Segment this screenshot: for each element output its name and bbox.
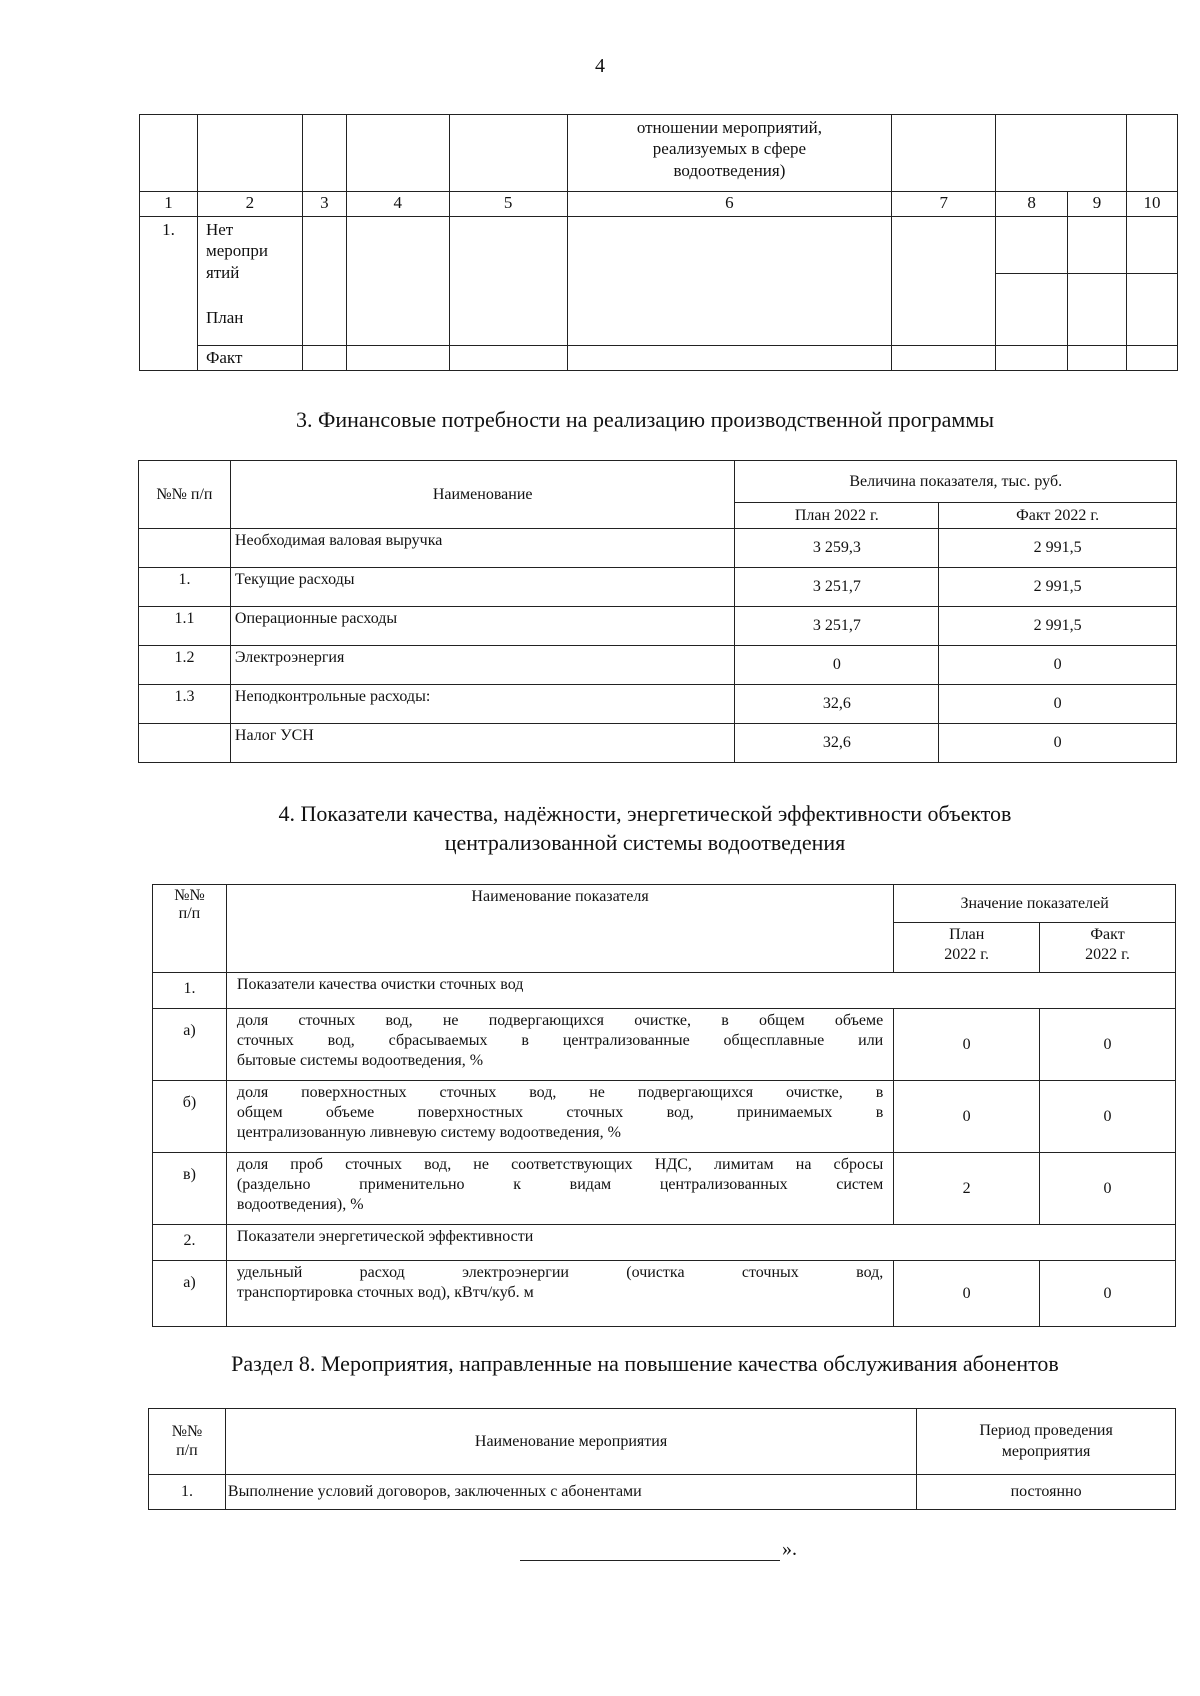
column-number: 5	[449, 192, 567, 217]
header-fact-line: Факт	[1090, 926, 1125, 943]
row-name: Выполнение условий договоров, заключенных с абонентами	[225, 1475, 916, 1510]
cell	[1068, 217, 1127, 274]
row-name	[197, 217, 302, 346]
header-num-line: №№	[171, 1423, 203, 1441]
cell	[302, 346, 346, 371]
col-header-plan	[894, 923, 1040, 973]
table-row	[153, 1009, 1176, 1081]
header-continuation	[567, 115, 892, 192]
row-name	[226, 1009, 893, 1081]
row-name: Операционные расходы	[230, 607, 735, 646]
cell	[302, 217, 346, 346]
cell	[892, 346, 996, 371]
row-fact: 0	[1040, 1261, 1176, 1327]
col-header-plan: План 2022 г.	[735, 503, 939, 529]
row-line: доля сточных вод, не подвергающихся очистке, в общем объеме	[236, 1012, 884, 1029]
row-num	[139, 724, 231, 763]
header-period-line: Период проведения	[979, 1421, 1113, 1439]
cell	[346, 217, 449, 346]
column-number: 10	[1126, 192, 1177, 217]
section8-title: Раздел 8. Мероприятия, направленные на повышение качества обслуживания абонентов	[231, 1351, 1059, 1376]
row-name: Налог УСН	[230, 724, 735, 763]
table-row	[153, 1081, 1176, 1153]
table-row	[139, 724, 1177, 763]
row-name: Текущие расходы	[230, 568, 735, 607]
col-header-name: Наименование показателя	[226, 885, 893, 973]
cont-cell	[346, 115, 449, 192]
cell	[1126, 217, 1177, 274]
cont-cell	[449, 115, 567, 192]
col-header-name: Наименование мероприятия	[225, 1409, 916, 1475]
row-fact: 0	[939, 724, 1177, 763]
cont-cell	[892, 115, 996, 192]
cell	[1126, 274, 1177, 346]
header-fact-line: 2022 г.	[1085, 946, 1130, 963]
cell	[449, 346, 567, 371]
row-line: удельный расход электроэнергии (очистка сточных вод,	[236, 1264, 884, 1281]
column-number: 9	[1068, 192, 1127, 217]
cont-cell	[996, 115, 1127, 192]
section4-title-line1: 4. Показатели качества, надёжности, энергетической эффективности объектов	[278, 801, 1012, 826]
cont-cell	[140, 115, 198, 192]
row-line: бытовые системы водоотведения, %	[236, 1052, 484, 1069]
row-name-line: ятий	[205, 262, 240, 282]
row-line: (раздельно применительно к видам централизованных систем	[236, 1176, 884, 1193]
header-num-line: п/п	[178, 904, 201, 922]
row-fact: 0	[939, 685, 1177, 724]
row-plan: 3 251,7	[735, 568, 939, 607]
row-plan: 32,6	[735, 724, 939, 763]
header-line: реализуемых в сфере	[652, 139, 807, 159]
row-fact: 0	[1040, 1081, 1176, 1153]
column-number: 4	[346, 192, 449, 217]
group-name: Показатели энергетической эффективности	[226, 1225, 1175, 1261]
row-num: а)	[153, 1009, 227, 1081]
group-row	[153, 1225, 1176, 1261]
row-plan: 32,6	[735, 685, 939, 724]
row-name	[226, 1153, 893, 1225]
header-num-line: №№	[174, 887, 205, 904]
table-row	[139, 607, 1177, 646]
row-fact: 0	[1040, 1153, 1176, 1225]
section3-title: 3. Финансовые потребности на реализацию производственной программы	[295, 407, 995, 432]
col-header-num	[153, 885, 227, 973]
table-row	[149, 1475, 1176, 1510]
cont-cell	[302, 115, 346, 192]
column-number: 6	[567, 192, 892, 217]
col-header-name: Наименование	[230, 461, 735, 529]
group-name: Показатели качества очистки сточных вод	[226, 973, 1175, 1009]
measures-table	[139, 114, 1178, 371]
row-fact: 2 991,5	[939, 607, 1177, 646]
cell	[346, 346, 449, 371]
row-plan: 0	[894, 1009, 1040, 1081]
col-header-num	[149, 1409, 226, 1475]
row-num: 1.1	[139, 607, 231, 646]
row-num: 1.	[139, 568, 231, 607]
row-line: транспортировка сточных вод), кВтч/куб. м	[236, 1284, 534, 1301]
column-number: 3	[302, 192, 346, 217]
row-line: доля поверхностных сточных вод, не подвергающихся очистке, в	[236, 1084, 884, 1101]
signature-line	[520, 1560, 780, 1561]
header-plan-line: 2022 г.	[944, 946, 990, 963]
cont-cell	[197, 115, 302, 192]
row-num: 1.3	[139, 685, 231, 724]
row-name-line: Нет	[205, 220, 234, 239]
table-row	[139, 685, 1177, 724]
cell	[1068, 346, 1127, 371]
cell	[1068, 274, 1127, 346]
col-header-values: Значение показателей	[894, 885, 1176, 923]
column-number: 7	[892, 192, 996, 217]
quality-indicators-table	[152, 884, 1176, 1327]
row-name-line: меропри	[205, 241, 268, 261]
header-line: водоотведения)	[673, 160, 786, 180]
row-fact: 2 991,5	[939, 568, 1177, 607]
header-num-line: п/п	[176, 1441, 198, 1459]
row-name	[226, 1261, 893, 1327]
row-num: 1.	[149, 1475, 226, 1510]
header-line: отношении мероприятий,	[636, 118, 823, 137]
service-measures-table	[148, 1408, 1176, 1510]
row-plan: 0	[894, 1261, 1040, 1327]
col-header-value: Величина показателя, тыс. руб.	[735, 461, 1177, 503]
row-plan: 0	[894, 1081, 1040, 1153]
group-num: 2.	[153, 1225, 227, 1261]
row-line: водоотведения), %	[236, 1196, 364, 1213]
row-plan: 3 259,3	[735, 529, 939, 568]
row-name: Неподконтрольные расходы:	[230, 685, 735, 724]
cell	[996, 346, 1068, 371]
row-plan: 3 251,7	[735, 607, 939, 646]
table-row	[139, 529, 1177, 568]
fact-label: Факт	[197, 346, 302, 371]
financial-needs-table	[138, 460, 1177, 763]
row-line: общем объеме поверхностных сточных вод, принимаемых в	[236, 1104, 884, 1121]
column-number: 8	[996, 192, 1068, 217]
col-header-fact	[1040, 923, 1176, 973]
row-fact: 2 991,5	[939, 529, 1177, 568]
row-line: сточных вод, сбрасываемых в централизованные общесплавные или	[236, 1032, 884, 1049]
row-name: Необходимая валовая выручка	[230, 529, 735, 568]
row-plan: 0	[735, 646, 939, 685]
row-num: а)	[153, 1261, 227, 1327]
cell	[892, 217, 996, 346]
cell	[996, 217, 1068, 274]
table-row	[153, 1153, 1176, 1225]
section4-title	[0, 800, 1200, 857]
header-period-line: мероприятия	[1001, 1442, 1091, 1460]
cell	[996, 274, 1068, 346]
col-header-period	[917, 1409, 1176, 1475]
row-fact: 0	[939, 646, 1177, 685]
plan-label: План	[205, 307, 244, 327]
cell	[449, 217, 567, 346]
cont-cell	[1126, 115, 1177, 192]
table-row	[139, 568, 1177, 607]
row-line: доля проб сточных вод, не соответствующих НДС, лимитам на сбросы	[236, 1156, 884, 1173]
table-row	[139, 646, 1177, 685]
column-number: 1	[140, 192, 198, 217]
row-plan: 2	[894, 1153, 1040, 1225]
group-num: 1.	[153, 973, 227, 1009]
column-number: 2	[197, 192, 302, 217]
col-header-num: №№ п/п	[139, 461, 231, 529]
row-number: 1.	[140, 217, 198, 371]
group-row	[153, 973, 1176, 1009]
row-num	[139, 529, 231, 568]
col-header-fact: Факт 2022 г.	[939, 503, 1177, 529]
section4-title-line2: централизованной системы водоотведения	[444, 829, 846, 855]
row-name	[226, 1081, 893, 1153]
row-period: постоянно	[917, 1475, 1176, 1510]
header-plan-line: План	[949, 926, 985, 943]
row-fact: 0	[1040, 1009, 1176, 1081]
page-number: 4	[595, 55, 605, 77]
table-row	[153, 1261, 1176, 1327]
row-num: б)	[153, 1081, 227, 1153]
row-name: Электроэнергия	[230, 646, 735, 685]
cell	[567, 346, 892, 371]
closing-quote: ».	[782, 1538, 797, 1560]
row-line: централизованную ливневую систему водоотведения, %	[236, 1124, 621, 1141]
row-num: в)	[153, 1153, 227, 1225]
row-num: 1.2	[139, 646, 231, 685]
cell	[567, 217, 892, 346]
cell	[1126, 346, 1177, 371]
